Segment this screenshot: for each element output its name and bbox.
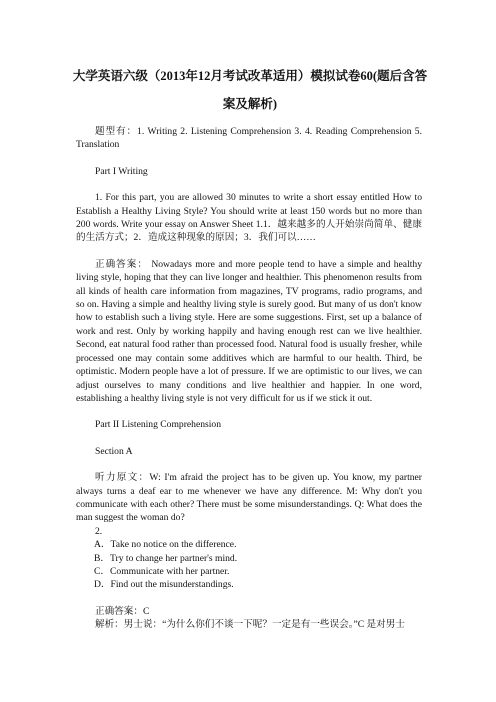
question-2-option-d: D．Find out the misunderstandings. xyxy=(94,579,234,591)
part-2-heading: Part II Listening Comprehension xyxy=(95,419,222,431)
question-1-prompt: 1. For this part, you are allowed 30 minutes to write a short essay entitled How to Establish a Healthy Living Style? You should write at least 150 words but no more than 200 words. Write your essay on Answer Sheet 1.1．越来越多的人开始崇尚简单、健康的生活方式；2．造成这种现象的原因；3．我们可以…… xyxy=(76,192,422,244)
document-title-line-2: 案及解析) xyxy=(222,97,278,111)
question-2-number: 2. xyxy=(95,525,103,537)
question-1-answer: 正确答案： Nowadays more and more people tend to have a simple and healthy living style, hoping that they can live longer and healthier. This phenomenon results from all kinds of health care information from magazines, TV programs, radio programs, and so on. Having a simple and healthy living style is surely good. But many of us don't know how to establish such a living style. Here are some suggestions. First, set up a balance of work and rest. Only by working happily and having enough rest can we live healthier. Second, eat natural food rather than processed food. Natural food is usually fresher, while processed one may contain some additives which are harmful to our health. Third, be optimistic. Modern people have a lot of pressure. If we are optimistic to our lives, we can adjust ourselves to many conditions and live healthier and happier. In one word, establishing a healthy living style is not very difficult for us if we stick it out. xyxy=(76,258,422,404)
question-2-analysis: 解析：男士说：“为什么你们不谈一下呢？一定是有一些误会。”C 是对男士 xyxy=(95,619,405,631)
document-title-line-1: 大学英语六级（2013年12月考试改革适用）模拟试卷60(题后含答 xyxy=(72,69,428,83)
question-types: 题型有：1. Writing 2. Listening Comprehension 3. 4. Reading Comprehension 5. Translation xyxy=(76,126,422,151)
question-2-script: 听力原文：W: I'm afraid the project has to be given up. You know, my partner always turns a deaf ear to me whenever we have any difference. M: Why don't you communicate with each other? There must be some misunderstandings. Q: What does the man suggest the woman do? xyxy=(76,472,422,524)
question-2-option-b: B．Try to change her partner's mind. xyxy=(94,552,238,564)
document-body xyxy=(76,125,422,632)
section-a-heading: Section A xyxy=(95,445,133,457)
question-2-answer: 正确答案：C xyxy=(95,605,150,617)
question-2-option-c: C．Communicate with her partner. xyxy=(94,565,230,577)
part-1-heading: Part I Writing xyxy=(95,165,148,177)
question-2-option-a: A．Take no notice on the difference. xyxy=(94,539,237,551)
